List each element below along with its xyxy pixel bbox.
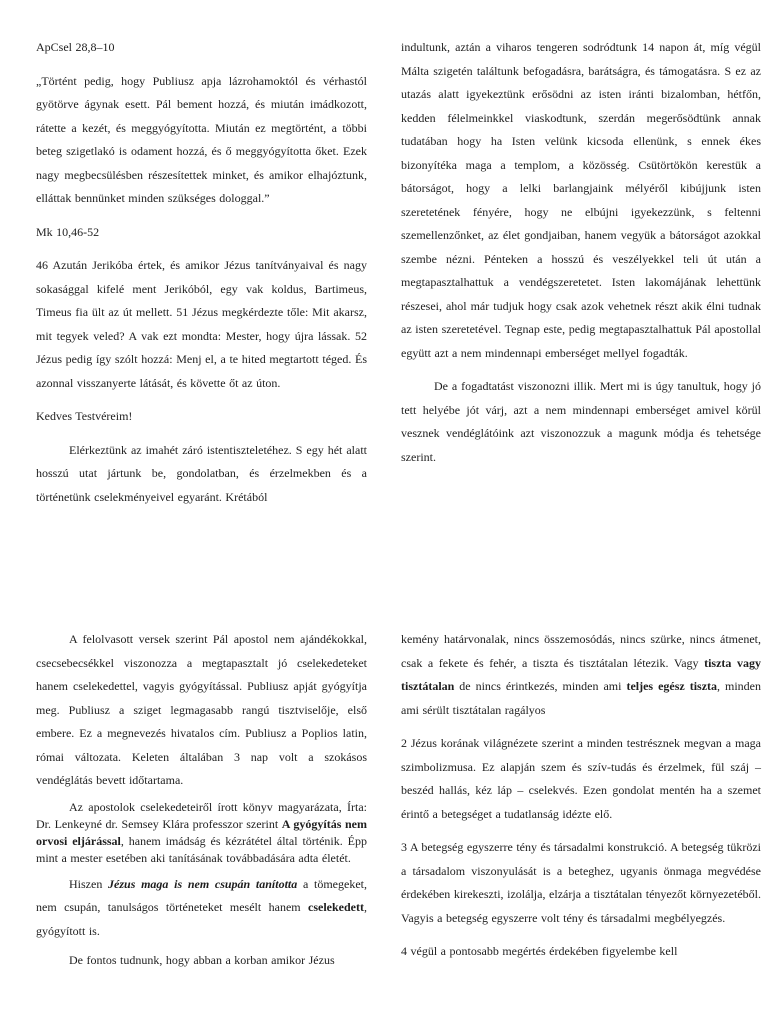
bold-phrase: teljes egész tiszta: [626, 679, 718, 693]
scripture-quote-acts: „Történt pedig, hogy Publiusz apja lázrohamoktól és vérhastól gyötörve ágynak esett. Pál bement hozzá, és miután imádkozott, rátette a kezét, és meggyógyította. Miután ez megtörtént, a többi beteg szigetlakó is odament hozzá, és ő meggyógyította őket. Ezek nagy megbecsülésben részesítettek minket, és amikor elhajóztunk, elláttak bennünket minden szükséges dologgal.”: [36, 73, 367, 205]
paragraph-text: , gyógyított is.: [36, 900, 367, 938]
bold-phrase: A gyógyítás nem orvosi eljárással: [36, 816, 367, 848]
paragraph-text: a tömegeket, nem csupán, tanulságos történeteket mesélt hanem: [36, 876, 367, 914]
top-right-column: [401, 36, 761, 479]
sermon-paragraph: [401, 628, 761, 722]
bold-phrase: tiszta vagy tisztátalan: [401, 655, 761, 693]
scripture-reference-mark: Mk 10,46-52: [36, 224, 100, 239]
top-left-column: [36, 36, 367, 519]
sermon-paragraph: A felolvasott versek szerint Pál apostol nem ajándékokkal, csecsebecsékkel viszonozza a megtapasztalt jó cselekedeteket hanem cselekedettel, vagyis gyógyítással. Publiusz apját gyógyítja meg. Publiusz a sziget legmagasabb rangú tisztviselője, első embere. Ez a megnevezés hivatalos cím. Publiusz a Poplios latin, római változata. Keleten általában 3 nap volt a szokásos vendéglátás bevett időtartama.: [36, 632, 367, 787]
scripture-reference-acts: ApCsel 28,8–10: [36, 40, 115, 54]
scripture-quote-mark: 46 Azután Jerikóba értek, és amikor Jézus tanítványaival és nagy sokasággal kifelé ment Jerikóból, egy vak koldus, Bartimeus, Timeus fia ült az út mellett. 51 Jézus megkérdezte tőle: Mit akarsz, mit tegyek veled? A vak ezt mondta: Mester, hogy újra lássak. 52 Jézus pedig így szólt hozzá: Menj el, a te hited megtartott téged. És azonnal visszanyerte látását, és követte őt az úton.: [36, 258, 367, 390]
sermon-paragraph: indultunk, aztán a viharos tengeren sodródtunk 14 napon át, míg végül Málta szigetén találtunk befogadásra, barátságra, és támogatásra. S ez az utazás alatt igyekeztünk erősödni az isten iránti bizalomban, hétfőn, kedden félelmeinkkel viaskodtunk, szerdán megerősödtünk annak tudatában hogy ha Isten velünk kicsoda ellenünk, s ennek ékes bizonyítéka maga a templom, a közösség. Csütörtökön kerestük a bátorságot, hogy a lelki barlangjaink mélyéről kibújjunk isten szeretetének fényére, hogy ne elbújni igyekezzünk, s feltenni szemellenzőnket, az élet gondjaiban, hanem vegyük a bátorságot azokkal szembe nézni. Pénteken a hosszú és veszélyekkel teli út után a megtapasztalhattuk a vendégszeretetet. Isten lakomájának lehettünk részesei, ahol már tudjuk hogy csak azok vehetnek részt akik élni tudnak az isten szeretetével. Tegnap este, pedig megtapasztalhattuk Pál apostollal együtt azt a nem mindennapi emberséget mellyel fogadták.: [401, 40, 761, 360]
greeting: Kedves Testvéreim!: [36, 409, 133, 423]
sermon-paragraph: Elérkeztünk az imahét záró istentiszteletéhez. S egy hét alatt hosszú utat jártunk be, gondolatban, és érzelmekben és a történetünk cselekményeivel egyaránt. Krétából: [36, 442, 367, 504]
bold-italic-phrase: Jézus maga is nem csupán tanította: [108, 876, 298, 891]
numbered-paragraph: 3 A betegség egyszerre tény és társadalmi konstrukció. A betegség tükrözi a társadalom viszonyulását is a beteghez, ugyanis önmaga megvédése érdekében kirekeszti, izolálja, elzárja a tisztátalan tényezőt környezetéből. Vagyis a betegség egyszerre volt tény és társadalmi megbélyegzés.: [401, 840, 761, 925]
numbered-paragraph: 4 végül a pontosabb megértés érdekében figyelembe kell: [401, 944, 678, 958]
paragraph-text: de nincs érintkezés, minden ami: [454, 679, 627, 693]
paragraph-text: Az apostolok cselekedeteiről írott könyv magyarázata, Írta: Dr. Lenkeyné dr. Semsey Klára professzor szerint: [36, 799, 367, 831]
sermon-paragraph: De fontos tudnunk, hogy abban a korban amikor Jézus: [69, 953, 335, 967]
paragraph-text: kemény határvonalak, nincs összemosódás, nincs szürke, nincs átmenet, csak a fekete és fehér, a tiszta és tisztátalan létezik. Vagy: [401, 632, 761, 670]
sermon-paragraph: [36, 799, 367, 867]
sermon-paragraph: [36, 873, 367, 944]
bold-word: cselekedett: [308, 900, 364, 914]
bottom-left-column: [36, 628, 367, 983]
sermon-paragraph: De a fogadtatást viszonozni illik. Mert mi is úgy tanultuk, hogy jó tett helyébe jót várj, azt a nem mindennapi emberséget amivel körül vesznek vendéglátóink azt viszonozzuk a magunk módja és tehetsége szerint.: [401, 379, 761, 464]
bottom-right-column: [401, 628, 761, 974]
paragraph-text: , hanem imádság és kézrátétel által történik. Épp mint a mester esetében aki tanításának továbbadására adta életét.: [36, 833, 367, 865]
numbered-paragraph: 2 Jézus korának világnézete szerint a minden testrésznek megvan a maga szimbolizmusa. Ez alapján szem és szív-tudás és érzelmek, fül száj – beszéd hallás, kéz láp – cselekvés. Ezen gondolat mentén ha a szemet érintő a betegséget a tudatlanság idézte elő.: [401, 736, 761, 821]
paragraph-text: Hiszen: [69, 876, 109, 891]
paragraph-text: , minden ami sérült tisztátalan ragályos: [401, 679, 761, 717]
